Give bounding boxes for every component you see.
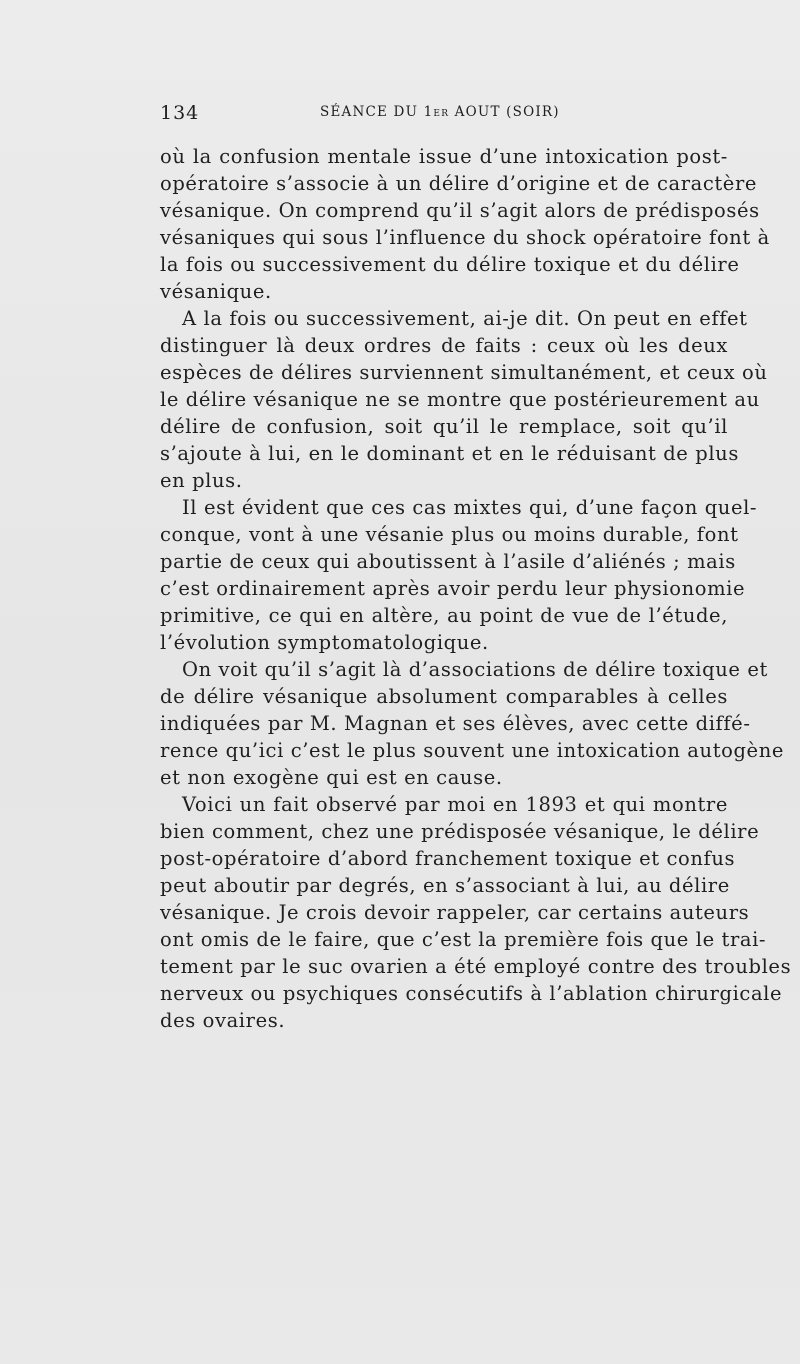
text-line: des ovaires. — [160, 1009, 286, 1032]
text-line: Voici un fait observé par moi en 1893 et qui montre — [182, 793, 728, 816]
text-line: espèces de délires surviennent simultanément, et ceux où — [160, 361, 768, 384]
text-line: rence qu’ici c’est le plus souvent une intoxication autogène — [160, 739, 784, 762]
text-line: distinguer là deux ordres de faits : ceux où les deux — [160, 334, 728, 357]
text-line: vésanique. On comprend qu’il s’agit alors de prédisposés — [160, 199, 760, 222]
text-line: nerveux ou psychiques consécutifs à l’ablation chirurgicale — [160, 982, 783, 1005]
running-head: SÉANCE DU 1er AOUT (SOIR) — [320, 104, 560, 120]
text-line: ont omis de le faire, que c’est la première fois que le trai- — [160, 928, 767, 951]
text-line: la fois ou successivement du délire toxique et du délire — [160, 253, 740, 276]
text-line: A la fois ou successivement, ai-je dit. On peut en effet — [182, 307, 748, 330]
text-line: tement par le suc ovarien a été employé contre des troubles — [160, 955, 792, 978]
text-line: vésanique. — [160, 280, 272, 303]
text-line: partie de ceux qui aboutissent à l’asile d’aliénés ; mais — [160, 550, 736, 573]
text-line: et non exogène qui est en cause. — [160, 766, 503, 789]
text-line: indiquées par M. Magnan et ses élèves, avec cette diffé- — [160, 712, 751, 735]
text-line: post-opératoire d’abord franchement toxique et confus — [160, 847, 736, 870]
text-line: vésanique. Je crois devoir rappeler, car certains auteurs — [160, 901, 750, 924]
text-line: en plus. — [160, 469, 243, 492]
page-header — [160, 98, 730, 128]
text-line: primitive, ce qui en altère, au point de vue de l’étude, — [160, 604, 728, 627]
text-line: On voit qu’il s’agit là d’associations de délire toxique et — [182, 658, 768, 681]
text-line: vésaniques qui sous l’influence du shock opératoire font à — [160, 226, 770, 249]
text-line: opératoire s’associe à un délire d’origine et de caractère — [160, 172, 758, 195]
text-line: peut aboutir par degrés, en s’associant à lui, au délire — [160, 874, 730, 897]
page-number: 134 — [160, 102, 200, 124]
text-line: c’est ordinairement après avoir perdu leur physionomie — [160, 577, 746, 600]
text-line: s’ajoute à lui, en le dominant et en le réduisant de plus — [160, 442, 739, 465]
text-line: délire de confusion, soit qu’il le remplace, soit qu’il — [160, 415, 728, 438]
text-line: conque, vont à une vésanie plus ou moins durable, font — [160, 523, 739, 546]
text-line: l’évolution symptomatologique. — [160, 631, 489, 654]
text-line: le délire vésanique ne se montre que postérieurement au — [160, 388, 760, 411]
text-line: où la confusion mentale issue d’une intoxication post- — [160, 145, 728, 168]
text-line: bien comment, chez une prédisposée vésanique, le délire — [160, 820, 760, 843]
body-text — [160, 143, 792, 1034]
text-line: de délire vésanique absolument comparables à celles — [160, 685, 728, 708]
text-line: Il est évident que ces cas mixtes qui, d’une façon quel- — [182, 496, 758, 519]
